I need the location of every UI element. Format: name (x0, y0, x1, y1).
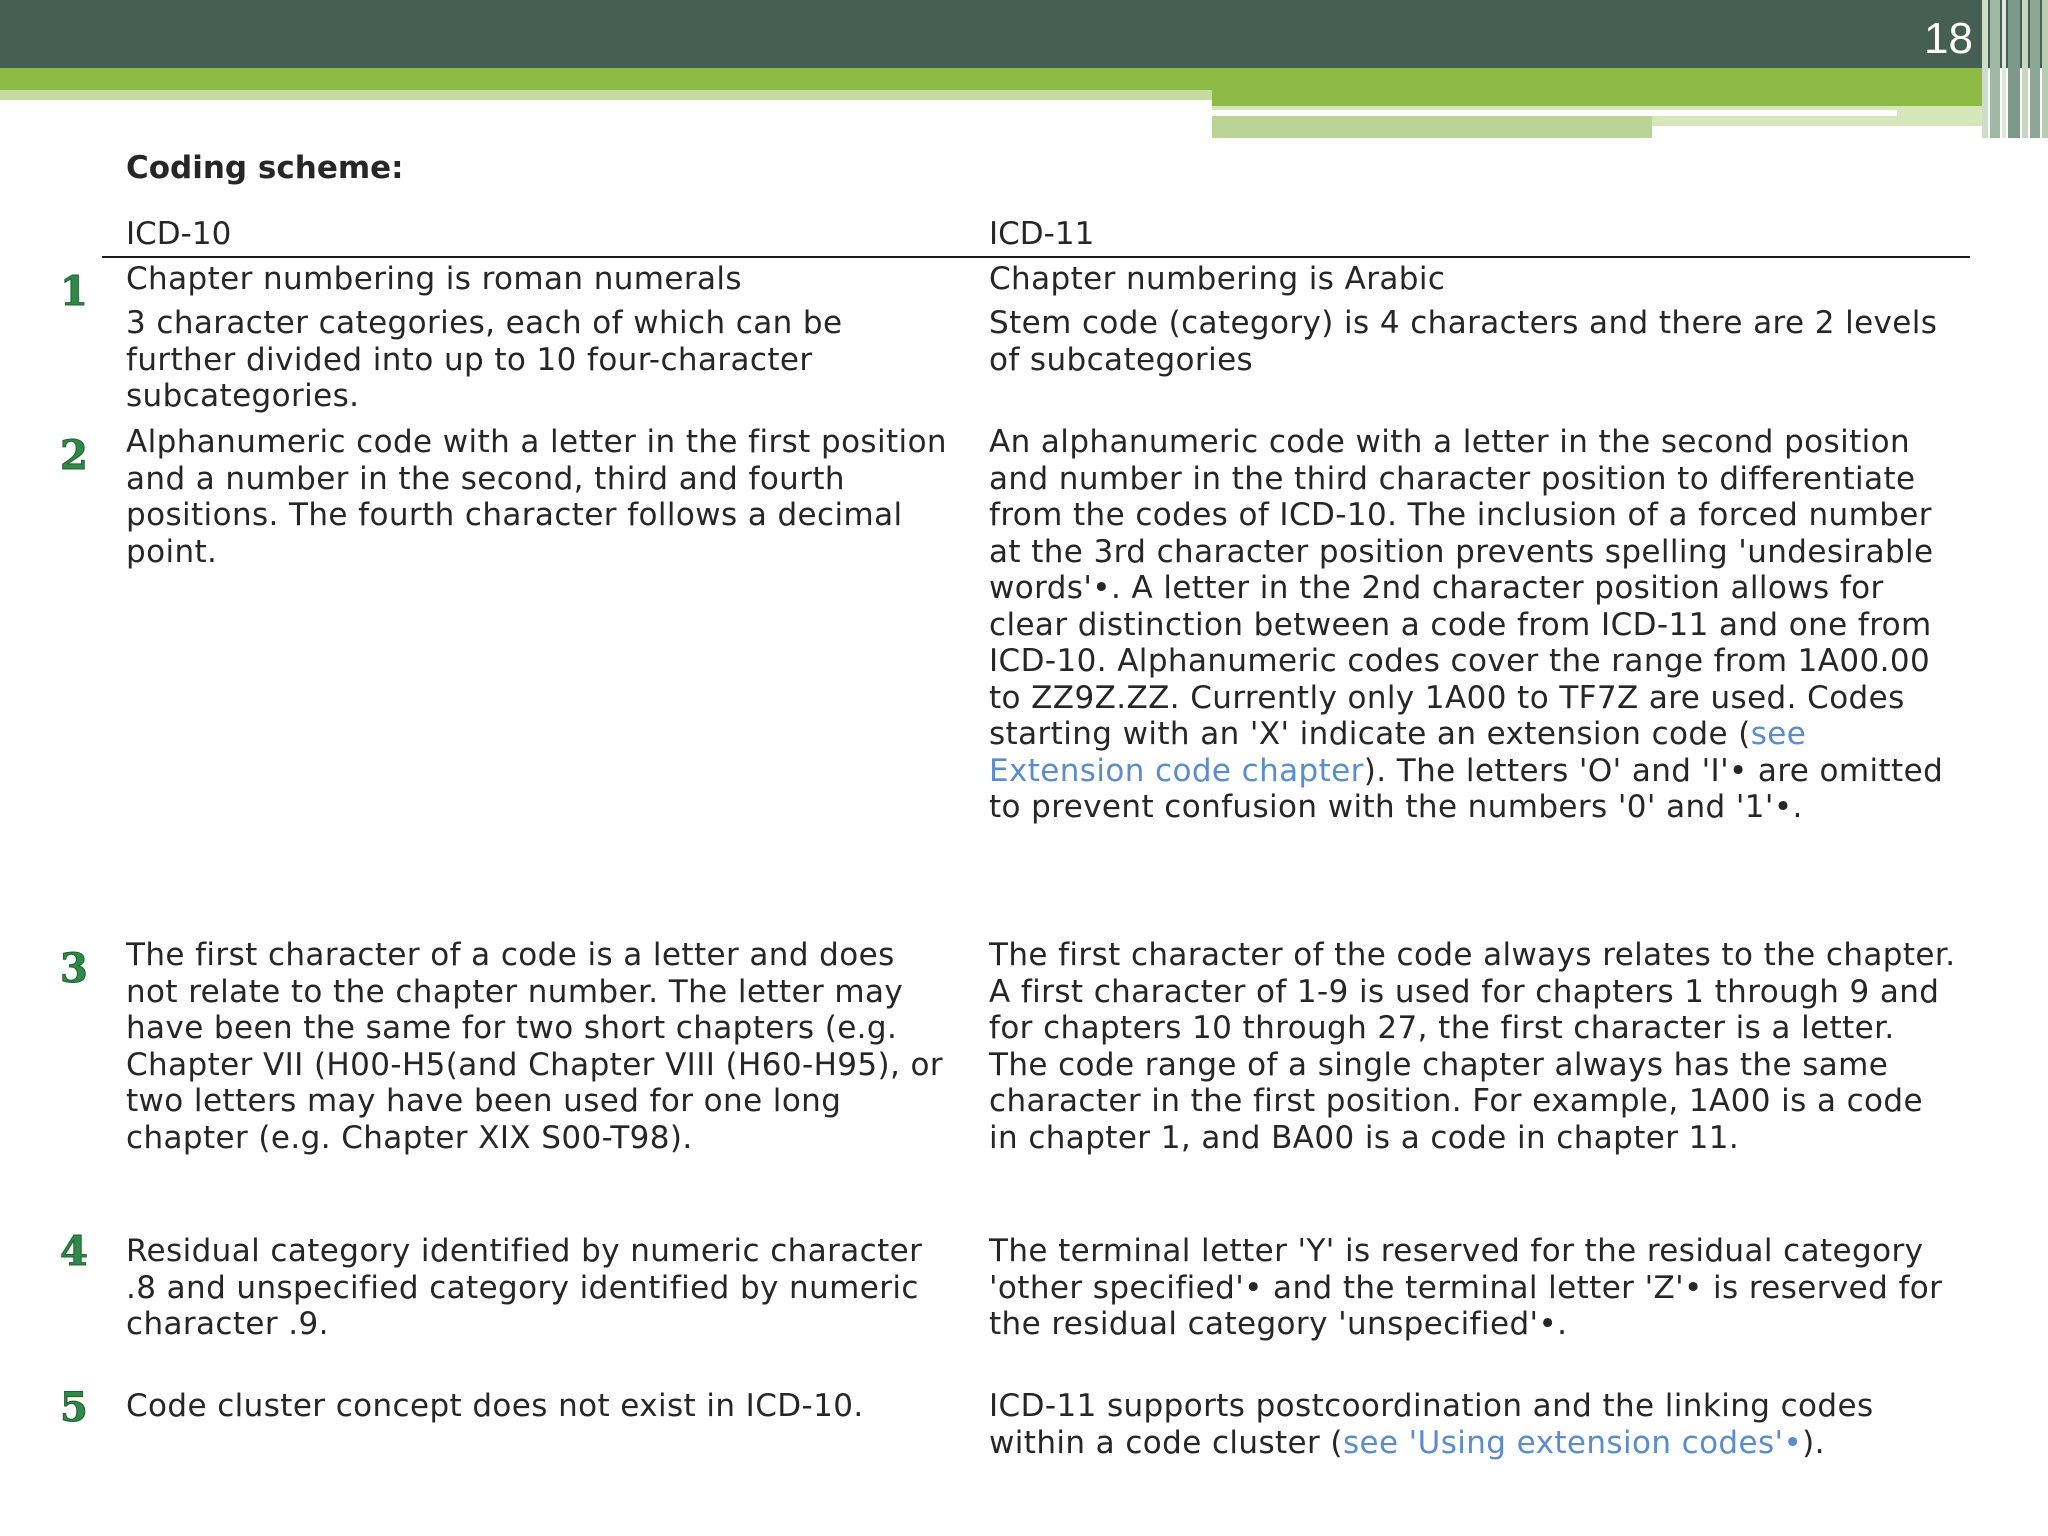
header-accent-bar-right-tail (1652, 116, 1982, 126)
icd10-cell-3: The first character of a code is a letter and does not relate to the chapter number. The letter may have been the same for two short chapters (e.g. Chapter VII (H00-H5(and Chapter VIII (H60-H95), or two letters may have been used for one long chapter (e.g. Chapter XIX S00-T98). (126, 937, 944, 1156)
icd11-cell-2 (989, 424, 1959, 826)
icd11-cell-3: The first character of the code always relates to the chapter. A first character of 1-9 is used for chapters 1 through 9 and for chapters 10 through 27, the first character is a letter. The code range of a single chapter always has the same character in the first position. For example, 1A00 is a code in chapter 1, and BA00 is a code in chapter 11. (989, 937, 1956, 1156)
icd10-cell-2: Alphanumeric code with a letter in the first position and a number in the second, third and fourth positions. The fourth character follows a decimal point. (126, 424, 947, 570)
icd11-cell-5-text: ICD-11 supports postcoordination and the linking codes within a code cluster ( (989, 1388, 1874, 1461)
header-stripes (1982, 0, 2048, 138)
page-title: Coding scheme: (126, 150, 404, 186)
icd11-cell-4: The terminal letter 'Y' is reserved for the residual category 'other specified'• and the terminal letter 'Z'• is reserved for the residual category 'unspecified'•. (989, 1233, 1943, 1342)
header-white-line (1212, 110, 1897, 116)
icd10-cell-1a: Chapter numbering is roman numerals (126, 261, 742, 297)
column-header-icd11: ICD-11 (989, 216, 1095, 252)
row-number-1: 1 (60, 268, 88, 315)
header-accent-bar-light (0, 90, 1212, 100)
header-accent-bar-right (1212, 68, 1982, 106)
slide-header-band (0, 0, 2048, 68)
header-accent-bar (0, 68, 1212, 90)
header-accent-bar-right-lower (1212, 116, 1652, 138)
icd11-cell-5-text-end: ). (1802, 1424, 1825, 1461)
row-number-4: 4 (60, 1228, 88, 1275)
icd11-cell-1a: Chapter numbering is Arabic (989, 261, 1446, 297)
icd10-cell-1b: 3 character categories, each of which can be further divided into up to 10 four-character subcategories. (126, 305, 843, 414)
row-number-3: 3 (60, 945, 88, 992)
icd10-cell-4: Residual category identified by numeric character .8 and unspecified category identified by numeric character .9. (126, 1233, 923, 1342)
icd11-cell-2-text: An alphanumeric code with a letter in the second position and number in the third character position to differentiate from the codes of ICD-10. The inclusion of a forced number at the 3rd character position prevents spelling 'undesirable words'•. A letter in the 2nd character position allows for clear distinction between a code from ICD-11 and one from ICD-10. Alphanumeric codes cover the range from 1A00.00 to ZZ9Z.ZZ. Currently only 1A00 to TF7Z are used. Codes starting with an 'X' indicate an extension code ( (989, 424, 1934, 752)
slide-number: 18 (1924, 14, 1973, 63)
header-divider (102, 256, 1970, 258)
icd10-cell-5: Code cluster concept does not exist in ICD-10. (126, 1388, 864, 1424)
icd11-cell-1b: Stem code (category) is 4 characters and there are 2 levels of subcategories (989, 305, 1938, 378)
row-number-2: 2 (60, 432, 88, 479)
icd11-cell-5 (989, 1388, 1959, 1461)
icd11-cell-2-text-end: ). The letters 'O' and 'I'• are omitted to prevent confusion with the numbers '0' and '1'•. (989, 752, 1944, 825)
extension-chapter-link[interactable]: see Extension code chapter (989, 716, 1807, 789)
column-header-icd10: ICD-10 (126, 216, 232, 252)
using-extension-codes-link[interactable]: see 'Using extension codes'• (1342, 1424, 1803, 1461)
row-number-5: 5 (60, 1384, 88, 1431)
